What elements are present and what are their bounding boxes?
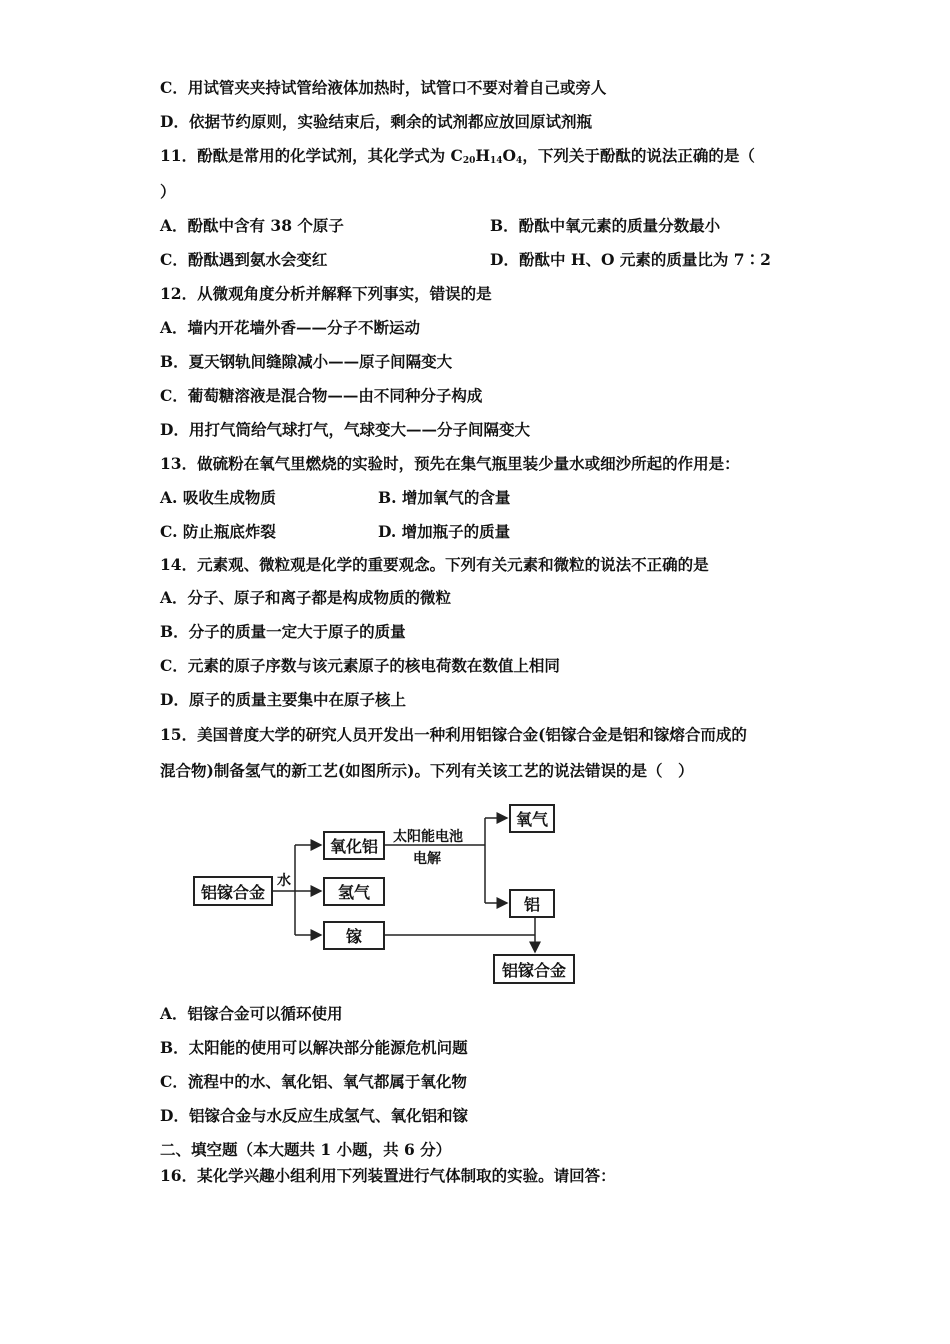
option-c-prev: C．用试管夹夹持试管给液体加热时，试管口不要对着自己或旁人: [160, 78, 607, 97]
question-14: 14．元素观、微粒观是化学的重要观念。下列有关元素和微粒的说法不正确的是: [160, 555, 709, 574]
q11-option-b: B．酚酞中氧元素的质量分数最小: [490, 216, 721, 235]
q14-option-a: A．分子、原子和离子都是构成物质的微粒: [160, 588, 452, 607]
question-12: 12．从微观角度分析并解释下列事实，错误的是: [160, 284, 492, 303]
box-aluminum: 铝: [509, 889, 555, 918]
box-oxygen: 氧气: [509, 804, 555, 833]
q11-option-d: D．酚酞中 H、O 元素的质量比为 7∶2: [490, 250, 771, 269]
q15-option-d: D．铝镓合金与水反应生成氢气、氧化铝和镓: [160, 1106, 468, 1125]
label-water: 水: [277, 873, 291, 889]
q12-option-b: B．夏天钢轨间缝隙减小——原子间隔变大: [160, 352, 453, 371]
q15-option-b: B．太阳能的使用可以解决部分能源危机问题: [160, 1038, 468, 1057]
question-16: 16．某化学兴趣小组利用下列装置进行气体制取的实验。请回答：: [160, 1166, 616, 1185]
q14-option-c: C．元素的原子序数与该元素原子的核电荷数在数值上相同: [160, 656, 560, 675]
q12-option-a: A．墙内开花墙外香——分子不断运动: [160, 318, 421, 337]
label-solar-cell: 太阳能电池: [393, 829, 463, 845]
q11-close-paren: ）: [160, 182, 176, 201]
question-15-line1: 15．美国普度大学的研究人员开发出一种利用铝镓合金(铝镓合金是铝和镓熔合而成的: [160, 725, 747, 744]
q11-text-h: H: [475, 146, 490, 165]
q11-sub-o: 4: [516, 156, 523, 166]
box-alloy-output: 铝镓合金: [493, 954, 575, 984]
q15-option-c: C．流程中的水、氧化铝、氧气都属于氧化物: [160, 1072, 467, 1091]
q13-option-a: A. 吸收生成物质: [160, 488, 276, 507]
box-alumina: 氧化铝: [323, 831, 385, 860]
q12-option-d: D．用打气筒给气球打气，气球变大——分子间隔变大: [160, 420, 530, 439]
q13-option-c: C. 防止瓶底炸裂: [160, 522, 276, 541]
q11-sub-c: 20: [462, 156, 476, 166]
question-15-line2: 混合物)制备氢气的新工艺(如图所示)。下列有关该工艺的说法错误的是（ ）: [160, 761, 694, 780]
q11-sub-h: 14: [490, 156, 503, 166]
q13-option-d: D. 增加瓶子的质量: [378, 522, 511, 541]
box-gallium: 镓: [323, 921, 385, 950]
question-13: 13．做硫粉在氧气里燃烧的实验时，预先在集气瓶里装少量水或细沙所起的作用是：: [160, 454, 740, 473]
q11-text-a: 11．酚酞是常用的化学试剂，其化学式为 C: [160, 146, 463, 165]
q12-option-c: C．葡萄糖溶液是混合物——由不同种分子构成: [160, 386, 483, 405]
q11-option-c: C．酚酞遇到氨水会变红: [160, 250, 328, 269]
label-electrolysis: 电解: [413, 851, 441, 867]
section-2-heading: 二、填空题（本大题共 1 小题，共 6 分）: [160, 1140, 452, 1159]
q14-option-d: D．原子的质量主要集中在原子核上: [160, 690, 406, 709]
q13-option-b: B. 增加氧气的含量: [378, 488, 511, 507]
box-hydrogen: 氢气: [323, 877, 385, 906]
q15-option-a: A．铝镓合金可以循环使用: [160, 1004, 343, 1023]
option-d-prev: D．依据节约原则，实验结束后，剩余的试剂都应放回原试剂瓶: [160, 112, 592, 131]
box-alloy-input: 铝镓合金: [193, 876, 273, 906]
question-11: [160, 146, 755, 171]
q14-option-b: B．分子的质量一定大于原子的质量: [160, 622, 406, 641]
q11-option-a: A．酚酞中含有 38 个原子: [160, 216, 344, 235]
q11-text-o: O: [502, 146, 517, 165]
process-diagram: [185, 800, 585, 990]
q11-text-b: ，下列关于酚酞的说法正确的是（: [522, 146, 755, 165]
